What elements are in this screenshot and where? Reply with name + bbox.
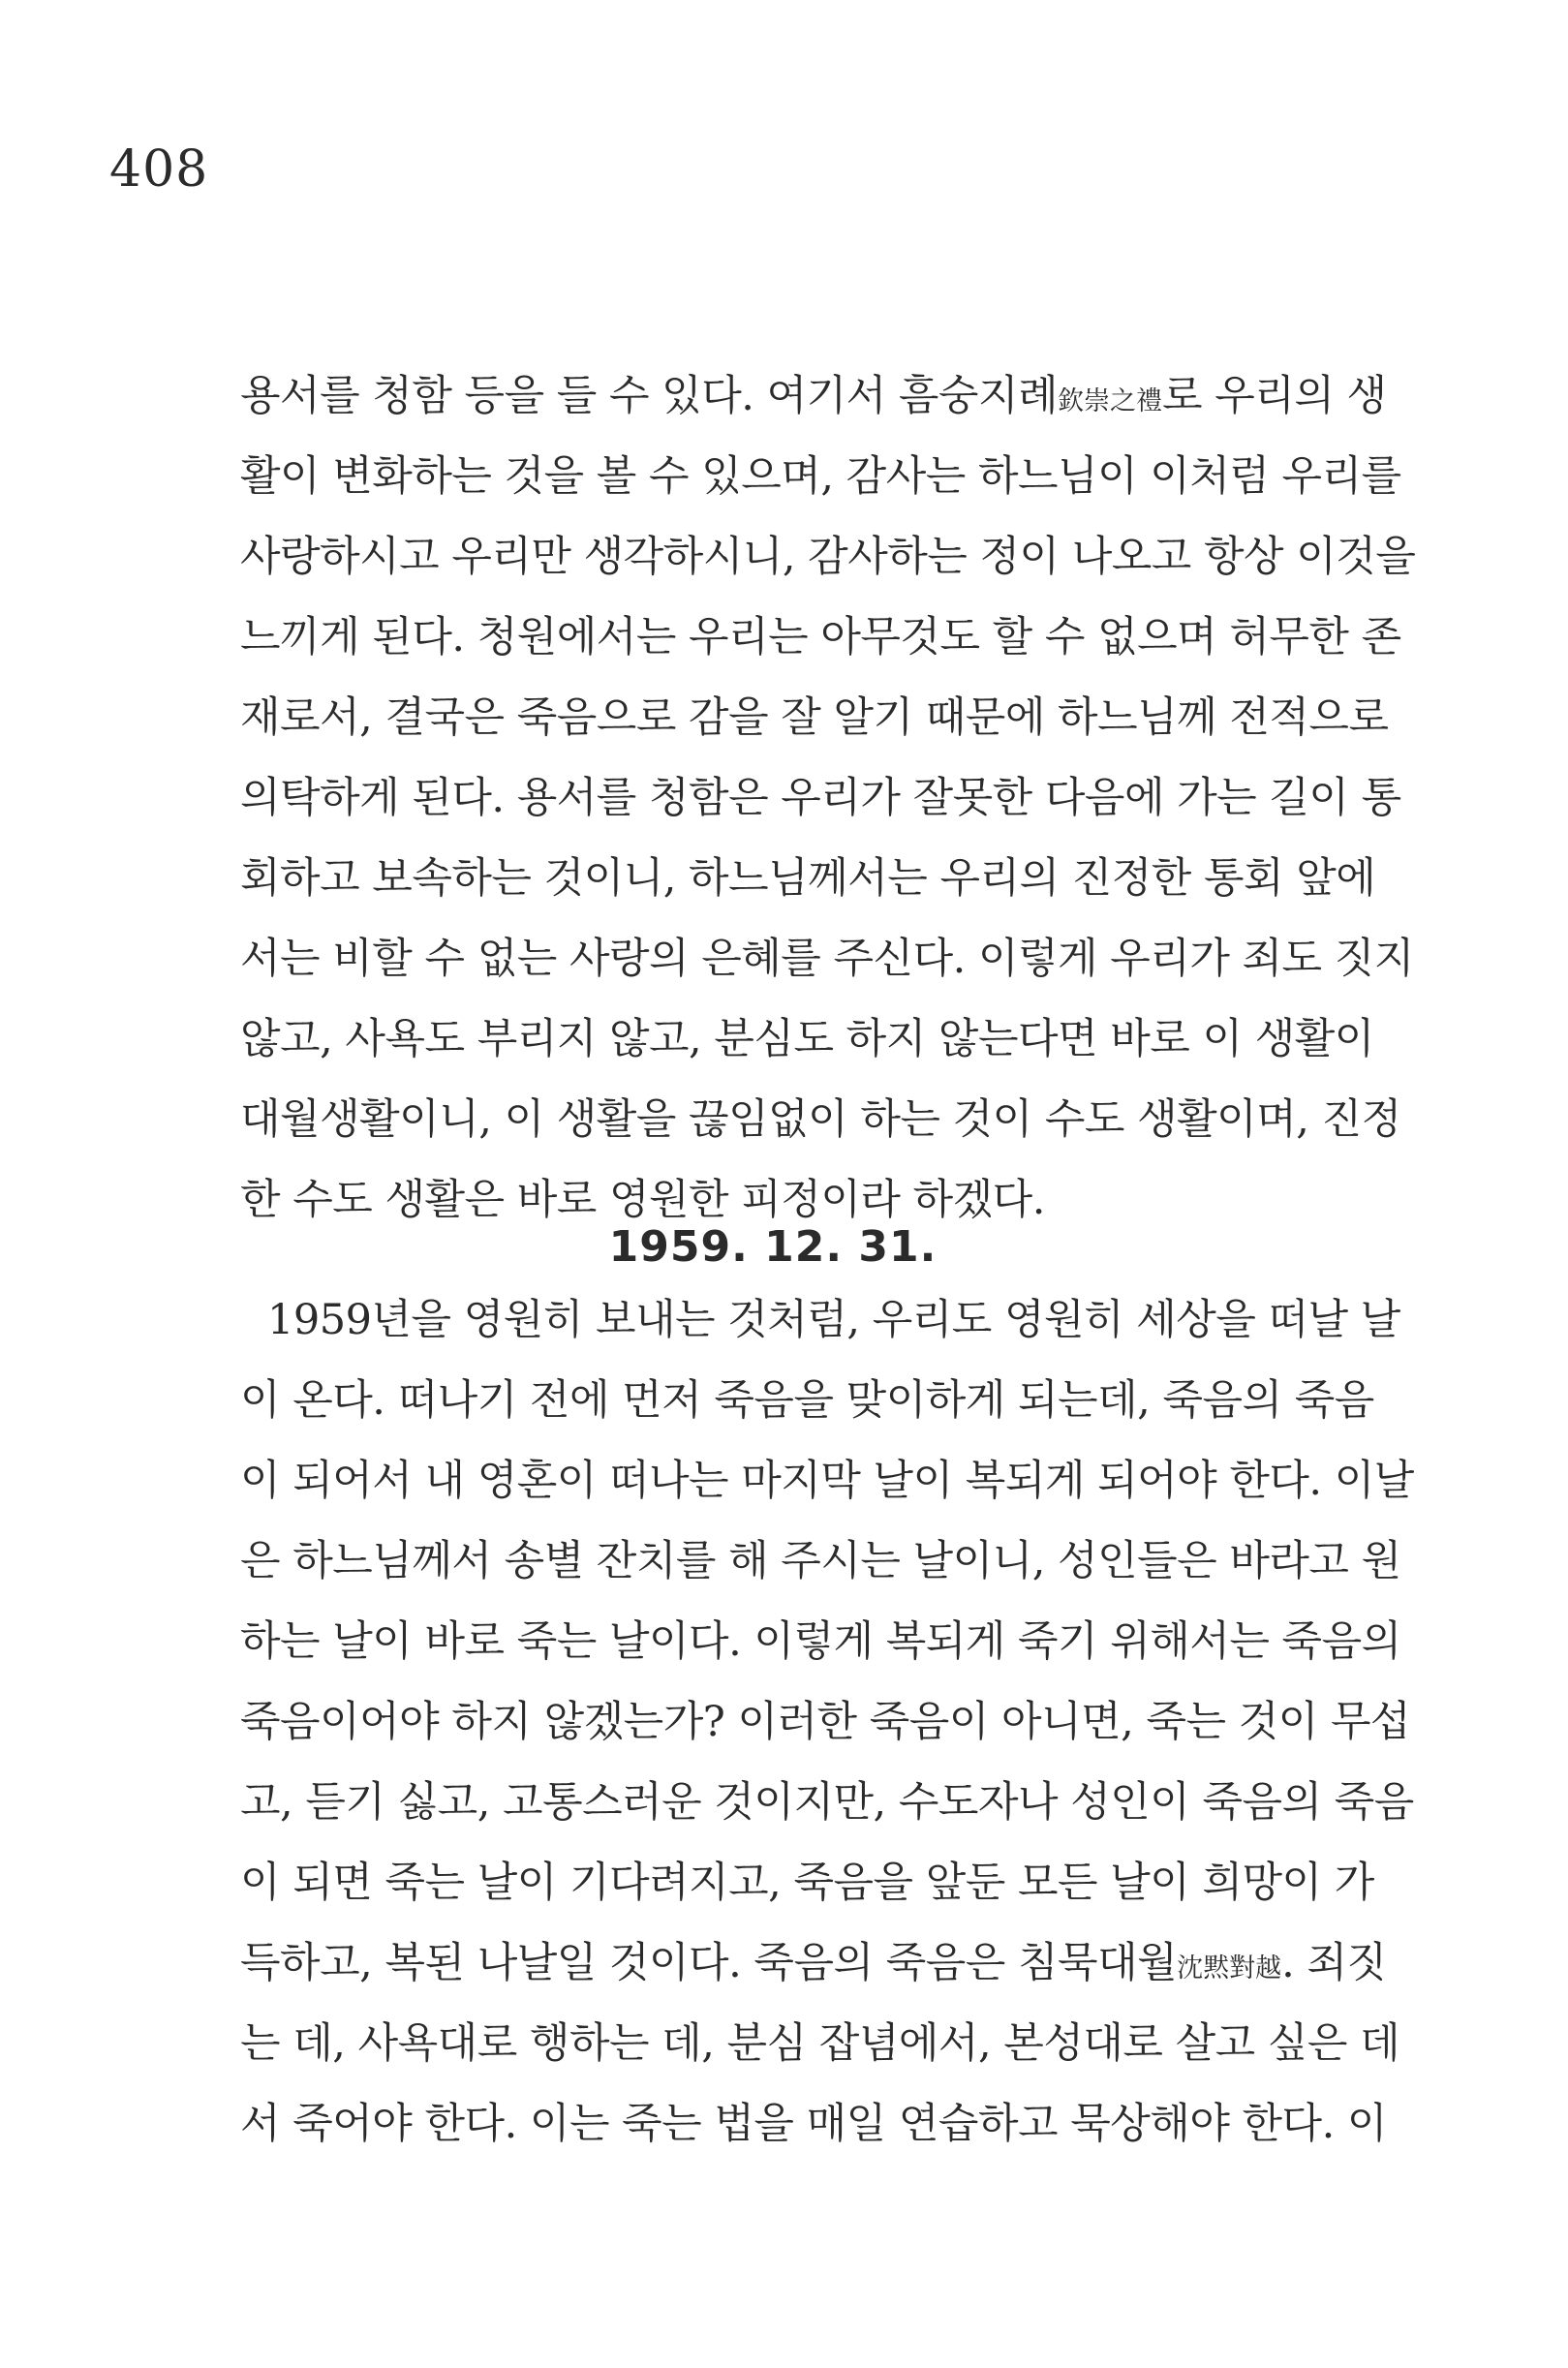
text-line: 하는 날이 바로 죽는 날이다. 이렇게 복되게 죽기 위해서는 죽음의 [240,1617,1401,1666]
text-line: 대월생활이니, 이 생활을 끊임없이 하는 것이 수도 생활이며, 진정 [240,1095,1401,1144]
text-line: 1959년을 영원히 보내는 것처럼, 우리도 영원히 세상을 떠날 날 [267,1296,1400,1344]
text-line: 의탁하게 된다. 용서를 청함은 우리가 잘못한 다음에 가는 길이 통 [240,774,1401,822]
text-line: 서 죽어야 한다. 이는 죽는 법을 매일 연습하고 묵상해야 한다. 이 [240,2100,1387,2148]
text-line: 서는 비할 수 없는 사랑의 은혜를 주신다. 이렇게 우리가 죄도 짓지 [240,935,1414,983]
text-line: 않고, 사욕도 부리지 않고, 분심도 하지 않는다면 바로 이 생활이 [240,1015,1374,1063]
page-number: 408 [109,140,209,199]
text-line: 재로서, 결국은 죽음으로 감을 잘 알기 때문에 하느님께 전적으로 [240,693,1389,742]
text-line: 활이 변화하는 것을 볼 수 있으며, 감사는 하느님이 이처럼 우리를 [240,452,1401,501]
date-heading: 1959. 12. 31. [608,1222,938,1272]
text-line: 죽음이어야 하지 않겠는가? 이러한 죽음이 아니면, 죽는 것이 무섭 [240,1698,1411,1746]
text-line: 은 하느님께서 송별 잔치를 해 주시는 날이니, 성인들은 바라고 원 [240,1537,1401,1585]
text-line: 사랑하시고 우리만 생각하시니, 감사하는 정이 나오고 항상 이것을 [240,533,1416,581]
text-line: 회하고 보속하는 것이니, 하느님께서는 우리의 진정한 통회 앞에 [240,854,1376,903]
text-line: 한 수도 생활은 바로 영원한 피정이라 하겠다. [240,1176,1045,1224]
paragraph-2 [240,1280,1414,2165]
text-line: 는 데, 사욕대로 행하는 데, 분심 잡념에서, 본성대로 살고 싶은 데 [240,2019,1400,2068]
hanja-annotation: 欽崇之禮 [1058,386,1163,416]
text-line: 용서를 청함 등을 들 수 있다. 여기서 흠숭지례欽崇之禮로 우리의 생 [240,372,1387,420]
hanja-annotation: 沈黙對越 [1177,1953,1282,1984]
text-line: 느끼게 된다. 청원에서는 우리는 아무것도 할 수 없으며 허무한 존 [240,613,1401,661]
paragraph-1 [240,356,1416,1241]
text-line: 득하고, 복된 나날일 것이다. 죽음의 죽음은 침묵대월沈黙對越. 죄짓 [240,1939,1387,1987]
text-line: 이 온다. 떠나기 전에 먼저 죽음을 맞이하게 되는데, 죽음의 죽음 [240,1376,1374,1425]
text-line: 이 되면 죽는 날이 기다려지고, 죽음을 앞둔 모든 날이 희망이 가 [240,1859,1374,1907]
text-line: 이 되어서 내 영혼이 떠나는 마지막 날이 복되게 되어야 한다. 이날 [240,1457,1414,1505]
text-line: 고, 듣기 싫고, 고통스러운 것이지만, 수도자나 성인이 죽음의 죽음 [240,1778,1414,1827]
